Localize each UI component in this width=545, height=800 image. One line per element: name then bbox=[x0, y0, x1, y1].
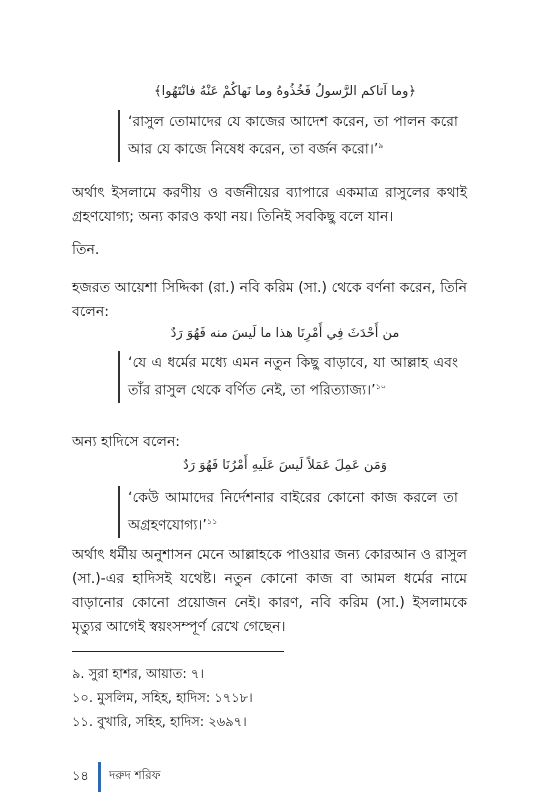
footnote-11: ১১. বুখারি, সহিহ, হাদিস: ২৬৯৭। bbox=[72, 715, 247, 730]
quote-text-2: ‘যে এ ধর্মের মধ্যে এমন নতুন কিছু বাড়াবে, যা আল্লাহ এবং তাঁর রাসুল থেকে বর্ণিত নেই, তা পরিত্যাজ্য।’ bbox=[128, 355, 458, 399]
paragraph-4: অর্থাৎ ধর্মীয় অনুশাসন মেনে আল্লাহকে পাওয়ার জন্য কোরআন ও রাসুল (সা.)-এর হাদিসই যথেষ্ট। নতুন কোনো কাজ বা আমল ধর্মের নামে বাড়ানোর কোনো প্রয়োজন নেই। কারণ, নবি করিম (সা.) ইসলামকে মৃত্যুর আগেই স্বয়ংসম্পূর্ণ রেখে গেছেন। bbox=[72, 547, 467, 635]
quote-block-3 bbox=[118, 486, 458, 538]
paragraph-2: হজরত আয়েশা সিদ্দিকা (রা.) নবি করিম (সা.) থেকে বর্ণনা করেন, তিনি বলেন: bbox=[72, 280, 467, 320]
footnote-ref-9: ৯ bbox=[378, 141, 384, 150]
quote-text-3: ‘কেউ আমাদের নির্দেশনার বাইরের কোনো কাজ করলে তা অগ্রহণযোগ্য।’ bbox=[128, 490, 458, 534]
running-title: দরুদ শরিফ bbox=[109, 768, 161, 782]
page-number: ১৪ bbox=[72, 768, 89, 784]
paragraph-1: অর্থাৎ ইসলামে করণীয় ও বর্জনীয়ের ব্যাপারে একমাত্র রাসুলের কথাই গ্রহণযোগ্য; অন্য কারও কথা নয়। তিনিই সবকিছু বলে যান। bbox=[72, 185, 467, 225]
footnote-9: ৯. সুরা হাশর, আয়াত: ৭। bbox=[72, 667, 205, 682]
quote-text-1: ‘রাসুল তোমাদের যে কাজের আদেশ করেন, তা পালন করো আর যে কাজে নিষেধ করেন, তা বর্জন করো।’ bbox=[128, 114, 458, 158]
paragraph-3: অন্য হাদিসে বলেন: bbox=[72, 434, 181, 450]
arabic-hadith-1: من أَحْدَثَ فِي أَمْرِنَا هذا ما لَيسَ منه فَهُوَ رَدٌ bbox=[170, 326, 400, 341]
page-footer bbox=[72, 762, 161, 792]
quote-block-1 bbox=[118, 110, 458, 162]
footnote-ref-10: ১০ bbox=[375, 382, 386, 391]
footnote-10: ১০. মুসলিম, সহিহ, হাদিস: ১৭১৮। bbox=[72, 691, 253, 706]
footer-accent-bar bbox=[98, 762, 101, 792]
quote-block-2 bbox=[118, 351, 458, 403]
arabic-hadith-2: وَمَن عَمِلَ عَمَلاً لَيسَ عَلَيهِ أَمْرُنَا فَهُوَ رَدٌ bbox=[183, 458, 387, 473]
footnote-divider bbox=[72, 651, 284, 652]
section-heading-three: তিন. bbox=[72, 242, 100, 258]
arabic-verse: ﴿وما آتاكم الرَّسولُ فَخُذُوهُ وما نَهاكُمْ عَنْهُ فانْتَهُوا﴾ bbox=[153, 84, 416, 99]
footnote-ref-11: ১১ bbox=[206, 517, 218, 526]
